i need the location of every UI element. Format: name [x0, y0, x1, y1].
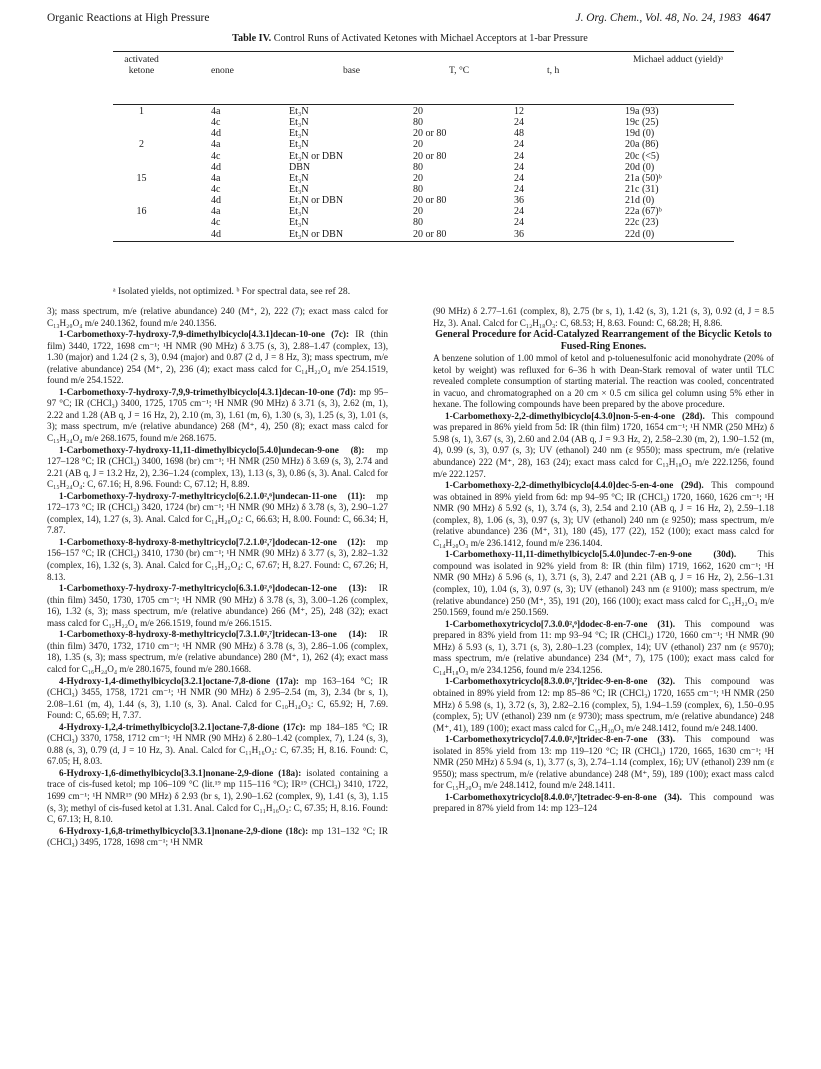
cell-adduct: 19c (25) [625, 117, 659, 129]
cell-temperature: 80 [413, 161, 423, 173]
compound-name: 1-Carbomethoxy-2,2-dimethylbicyclo[4.3.0]non-5-en-4-one (28d). [445, 410, 705, 421]
table-top-rule [113, 51, 734, 52]
running-head-title: Organic Reactions at High Pressure [47, 12, 210, 24]
compound-name: 6-Hydroxy-1,6-dimethylbicyclo[3.3.1]nonane-2,9-dione (18a): [59, 767, 302, 778]
compound-entry [47, 722, 388, 768]
cell-adduct: 21a (50)ᵇ [625, 172, 662, 184]
cell-adduct: 22d (0) [625, 228, 655, 240]
compound-data: mp 156–157 °C; IR (CHCl₃) 3410, 1730 (br) cm⁻¹; ¹H NMR (90 MHz) δ 3.77 (s, 3), 2.82–1.32 (complex, 16), 1.32 (s, 3). Anal. Calcd for C₁₅H₂₂O₄: C, 67.67; H, 8.27. Found: C, 67.26; H, 8.13. [47, 536, 388, 582]
cell-adduct: 20a (86) [625, 139, 659, 151]
right-column [433, 306, 774, 815]
header-ketone: activated ketone [124, 54, 159, 76]
compound-entry [433, 676, 774, 734]
compound-name: 1-Carbomethoxy-11,11-dimethylbicyclo[5.4.0]undec-7-en-9-one (30d). [445, 549, 737, 560]
cell-time: 24 [514, 172, 524, 184]
cell-adduct: 19d (0) [625, 128, 655, 140]
table-row [113, 217, 734, 228]
compound-name: 1-Carbomethoxy-7-hydroxy-7,9,9-trimethylbicyclo[4.3.1]decan-10-one (7d): [59, 386, 357, 397]
compound-entry [433, 792, 774, 815]
cell-time: 24 [514, 150, 524, 162]
cell-enone: 4c [211, 150, 221, 162]
table-footnote: ᵃ Isolated yields, not optimized. ᵇ For spectral data, see ref 28. [113, 286, 351, 297]
cell-temperature: 20 [413, 172, 423, 184]
table-body [113, 106, 734, 240]
cell-time: 12 [514, 106, 524, 117]
compound-entry [433, 411, 774, 480]
compound-data: This compound was prepared in 86% yield from 5d: IR (thin film) 1720, 1654 cm⁻¹; ¹H NMR (250 MHz) δ 5.98 (s, 1), 3.67 (s, 3), 2.60 and 2.04 (AB q, J = 9.3 Hz, 2), 2.58–2.30 (m, 2), 1.90–1.52 (m, 4), 0.99 (s, 3), 0.97 (s, 3); UV (ethanol) 240 nm (ε 9550); mass spectrum, m/e (relative abundance) 222 (M⁺, 28), 163 (24); exact mass calcd for C₁₃H₁₈O₃ m/e 222.1256, found m/e 222.1257. [433, 410, 774, 479]
cell-enone: 4d [211, 161, 221, 173]
cell-ketone: 2 [139, 139, 144, 151]
cell-enone: 4a [211, 139, 221, 151]
compound-entry [47, 629, 388, 675]
cell-base: Et₃N [289, 183, 309, 195]
compound-data: mp 127–128 °C; IR (CHCl₃) 3400, 1698 (br) cm⁻¹; ¹H NMR (250 MHz) δ 3.69 (s, 3), 2.74 and 2.21 (AB q, J = 13.2 Hz, 2), 2.36–1.24 (complex, 13), 1.13 (s, 3), 0.86 (s, 3). Anal. Calcd for C₁₅H₂₄O₄: C, 67.16; H, 8.96. Found: C, 67.12; H, 8.89. [47, 444, 388, 490]
cell-temperature: 80 [413, 217, 423, 229]
cell-base: Et₃N or DBN [289, 228, 344, 240]
compound-entry [47, 676, 388, 722]
table-row [113, 229, 734, 240]
cell-enone: 4a [211, 206, 221, 218]
procedure-paragraph: A benzene solution of 1.00 mmol of ketol and p-toluenesulfonic acid monohydrate (20% of ketol by weight) was refluxed for 6–36 h with Dean-Stark removal of water until TLC revealed complete consumption of starting material. The reaction was cooled, concentrated in vacuo, and chromatographed on a 20 cm × 0.5 cm silica gel column using 5% ether in hexane. The following compounds have been prepared by the above procedure. [433, 353, 774, 410]
table-caption [47, 33, 773, 44]
cell-time: 24 [514, 183, 524, 195]
continued-paragraph: (90 MHz) δ 2.77–1.61 (complex, 8), 2.75 (br s, 1), 1.42 (s, 3), 1.21 (s, 3), 0.92 (d, J = 8.5 Hz, 3). Anal. Calcd for C₁₂H₁₈O₃: C, 68.53; H, 8.63. Found: C, 68.28; H, 8.86. [433, 306, 774, 328]
header-enone: enone [211, 65, 234, 76]
cell-temperature: 20 or 80 [413, 150, 447, 162]
cell-base: Et₃N or DBN [289, 150, 344, 162]
continued-paragraph: 3); mass spectrum, m/e (relative abundance) 240 (M⁺, 2), 222 (7); exact mass calcd for C₁₃H₂₀O₄ m/e 240.1362, found m/e 240.1356. [47, 306, 388, 328]
journal-citation: J. Org. Chem., Vol. 48, No. 24, 1983 [575, 12, 742, 24]
compound-name: 6-Hydroxy-1,6,8-trimethylbicyclo[3.3.1]nonane-2,9-dione (18c): [59, 825, 309, 836]
table-row [113, 206, 734, 217]
compound-entry [433, 549, 774, 618]
cell-temperature: 20 or 80 [413, 128, 447, 140]
cell-time: 48 [514, 128, 524, 140]
compound-data: This compound was prepared in 83% yield from 11: mp 93–94 °C; IR (CHCl₃) 1720, 1660 cm⁻¹; ¹H NMR (90 MHz) δ 5.93 (s, 1), 3.71 (s, 3), 2.80–1.23 (complex, 14); UV (ethanol) 237 nm (ε 9570); mass spectrum, m/e (relative abundance) 234 (M⁺, 7), 175 (100); exact mass calcd for C₁₄H₁₈O₃ m/e 234.1256, found m/e 234.1256. [433, 618, 775, 675]
compound-name: 1-Carbomethoxytricyclo[7.4.0.0²,⁶]tridec-8-en-7-one (33). [445, 734, 675, 745]
cell-base: Et₃N [289, 106, 309, 117]
compound-data: IR (thin film) 3470, 1732, 1710 cm⁻¹; ¹H NMR (90 MHz) δ 3.78 (s, 3), 2.86–1.06 (complex, 18), 1.35 (s, 3); mass spectrum, m/e (relative abundance) 280 (M⁺, 1), 262 (4); exact mass calcd for C₁₆H₂₄O₄ m/e 280.1675, found m/e 280.1668. [47, 629, 388, 674]
compound-data: This compound was obtained in 89% yield from 6d: mp 94–95 °C; IR (CHCl₃) 1720, 1660, 1626 cm⁻¹; ¹H NMR (90 MHz) δ 5.92 (s, 1), 3.74 (s, 3), 2.54 and 2.10 (AB q, J = 16 Hz, 2), 2.59–1.18 (complex, 8), 1.06 (s, 3), 0.97 (s, 3); UV (ethanol) 240 nm (ε 9250); mass spectrum, m/e (relative abundance) 236 (M⁺, 31), 180 (45), 177 (22), 152 (100); exact mass calcd for C₁₄H₂₀O₃ m/e 236.1412, found m/e 236.1404. [433, 480, 774, 548]
compound-entry [47, 826, 388, 849]
cell-enone: 4c [211, 217, 221, 229]
compound-entry [47, 583, 388, 629]
cell-temperature: 20 [413, 106, 423, 117]
cell-temperature: 80 [413, 183, 423, 195]
compound-entry [47, 387, 388, 445]
compound-name: 1-Carbomethoxytricyclo[7.3.0.0²,⁶]dodec-8-en-7-one (31). [445, 618, 676, 629]
compound-entry [47, 491, 388, 537]
table-header-rule [113, 104, 734, 105]
compound-data: This compound was prepared in 87% yield from 14: mp 123–124 [433, 791, 774, 814]
cell-adduct: 20d (0) [625, 161, 655, 173]
cell-base: Et₃N or DBN [289, 195, 344, 207]
cell-base: Et₃N [289, 206, 309, 218]
cell-enone: 4d [211, 195, 221, 207]
table-row [113, 184, 734, 195]
compound-data: This compound was obtained in 89% yield from 12: mp 85–86 °C; IR (CHCl₃) 1720, 1655 cm⁻¹; ¹H NMR (250 MHz) δ 5.98 (s, 1), 3.72 (s, 3), 2.82–2.16 (complex, 5), 1.94–1.59 (complex, 6), 1.50–0.95 (complex, 5); UV (ethanol) 239 nm (ε 9730); mass spectrum, m/e (relative abundance) 248 (M⁺, 41), 189 (100); exact mass calcd for C₁₅H₂₀O₃ m/e 248.1412, found m/e 248.1400. [433, 676, 774, 733]
compound-data: isolated containing a trace of cis-fused ketol; mp 106–109 °C (lit.¹⁹ mp 115–116 °C); IR¹⁹ (CHCl₃) 3410, 1722, 1699 cm⁻¹; ¹H NMR¹⁹ (90 MHz) δ 2.93 (br s, 1), 2.90–1.62 (complex, 9), 1.41 (s, 3), 1.15 (s, 3); methyl of cis-fused ketol at 1.31. Anal. Calcd for C₁₁H₁₆O₃: C, 67.35; H, 8.16. Found: C, 67.13; H, 8.10. [47, 767, 388, 825]
cell-adduct: 20c (<5) [625, 150, 660, 162]
compound-entry [433, 480, 774, 549]
cell-enone: 4a [211, 172, 221, 184]
table-row [113, 173, 734, 184]
table-label: Table IV. [232, 33, 272, 44]
compound-data: mp 163–164 °C; IR (CHCl₃) 3455, 1758, 1721 cm⁻¹; ¹H NMR (90 MHz) δ 2.95–2.54 (m, 3), 2.34 (br s, 1), 2.08–1.61 (m, 4), 1.44 (s, 3), 1.10 (s, 3). Anal. Calcd for C₁₀H₁₄O₃: C, 65.92; H, 7.69. Found: C, 65.69; H, 7.37. [47, 675, 388, 721]
cell-temperature: 20 or 80 [413, 195, 447, 207]
compound-name: 1-Carbomethoxy-7-hydroxy-7-methyltricyclo[6.3.1.0²,⁶]dodecan-12-one (13): [59, 583, 368, 594]
cell-temperature: 20 or 80 [413, 228, 447, 240]
cell-base: Et₃N [289, 172, 309, 184]
cell-base: Et₃N [289, 117, 309, 129]
table-row [113, 117, 734, 128]
compound-name: 1-Carbomethoxy-2,2-dimethylbicyclo[4.4.0]dec-5-en-4-one (29d). [445, 480, 704, 491]
compound-entry [47, 768, 388, 826]
table-row [113, 139, 734, 150]
cell-adduct: 21d (0) [625, 195, 655, 207]
cell-time: 24 [514, 117, 524, 129]
cell-base: Et₃N [289, 139, 309, 151]
cell-temperature: 20 [413, 206, 423, 218]
compound-name: 1-Carbomethoxytricyclo[8.4.0.0²,⁷]tetradec-9-en-8-one (34). [445, 791, 682, 802]
compound-data: mp 95–97 °C; IR (CHCl₃) 3400, 1725, 1705 cm⁻¹; ¹H NMR (90 MHz) δ 3.71 (s, 3), 2.62 (m, 1), 2.22 and 1.28 (AB q, J = 16 Hz, 2), 2.10 (m, 3), 1.61 (m, 6), 1.30 (s, 3), 1.25 (s, 3), 1.01 (s, 3); mass spectrum, m/e (relative abundance) 268 (M⁺, 4), 250 (8); exact mass calcd for C₁₅H₂₄O₄ m/e 268.1675, found m/e 268.1675. [47, 386, 388, 444]
page-number: 4647 [748, 12, 771, 24]
cell-time: 24 [514, 206, 524, 218]
cell-adduct: 22c (23) [625, 217, 659, 229]
compound-name: 1-Carbomethoxy-7-hydroxy-11,11-dimethylbicyclo[5.4.0]undecan-9-one (8): [59, 444, 365, 455]
running-head [47, 12, 771, 28]
table-row [113, 162, 734, 173]
cell-enone: 4d [211, 228, 221, 240]
cell-adduct: 19a (93) [625, 106, 659, 117]
table-row [113, 106, 734, 117]
compound-data: This compound was isolated in 85% yield from 13: mp 119–120 °C; IR (CHCl₃) 1720, 1665, 1630 cm⁻¹; ¹H NMR (250 MHz) δ 5.94 (s, 1), 3.77 (s, 3), 2.74–1.14 (complex, 16); UV (ethanol) 239 nm (ε 9550); mass spectrum, m/e (relative abundance) 248 (M⁺, 59), 189 (100); exact mass calcd for C₁₅H₂₀O₃ m/e 248.1412, found m/e 248.1411. [433, 734, 774, 791]
cell-time: 24 [514, 139, 524, 151]
header-temperature: T, °C [449, 65, 470, 76]
table-title: Control Runs of Activated Ketones with Michael Acceptors at 1-bar Pressure [273, 33, 588, 44]
header-base: base [343, 65, 361, 76]
compound-name: 4-Hydroxy-1,2,4-trimethylbicyclo[3.2.1]octane-7,8-dione (17c): [59, 721, 306, 732]
compound-data: IR (thin film) 3450, 1730, 1705 cm⁻¹; ¹H NMR (90 MHz) δ 3.78 (s, 3), 3.00–1.26 (complex, 16), 1.32 (s, 3); mass spectrum, m/e (relative abundance) 266 (M⁺, 25), 248 (32); exact mass calcd for C₁₅H₂₂O₄ m/e 266.1519, found m/e 266.1515. [47, 583, 388, 628]
cell-enone: 4c [211, 117, 221, 129]
cell-adduct: 22a (67)ᵇ [625, 206, 662, 218]
cell-time: 24 [514, 161, 524, 173]
compound-name: 1-Carbomethoxy-8-hydroxy-8-methyltricyclo[7.3.1.0²,⁷]tridecan-13-one (14): [59, 629, 368, 640]
compound-data: mp 184–185 °C; IR (CHCl₃) 3370, 1758, 1712 cm⁻¹; ¹H NMR (90 MHz) δ 2.80–1.42 (complex, 7), 1.24 (s, 3), 0.88 (s, 3), 0.79 (d, J = 10 Hz, 3). Anal. Calcd for C₁₁H₁₆O₃: C, 67.35; H, 8.16. Found: C, 67.05; H, 8.03. [47, 721, 388, 767]
cell-enone: 4c [211, 183, 221, 195]
table-row [113, 195, 734, 206]
header-adduct: Michael adduct (yield)ᵃ [633, 54, 723, 65]
cell-temperature: 80 [413, 117, 423, 129]
compound-entry [47, 329, 388, 387]
header-time: t, h [547, 65, 560, 76]
section-heading: General Procedure for Acid-Catalyzed Rearrangement of the Bicyclic Ketols to Fused-Ring Enones. [435, 329, 772, 353]
cell-time: 36 [514, 228, 524, 240]
cell-time: 36 [514, 195, 524, 207]
compound-data: This compound was isolated in 92% yield from 8: IR (thin film) 1719, 1662, 1620 cm⁻¹; ¹H NMR (90 MHz) δ 5.96 (s, 1), 3.71 (s, 3), 2.47 and 2.21 (AB q, J = 16 Hz, 2), 2.56–1.31 (complex, 10), 1.04 (s, 3), 0.97 (s, 3); UV (ethanol) 243 nm (ε 9100); mass spectrum, m/e (relative abundance) 250 (M⁺, 35), 191 (20), 166 (100); exact mass calcd for C₁₅H₂₂O₃ m/e 250.1569, found m/e 250.1569. [433, 549, 774, 618]
cell-ketone: 15 [136, 172, 147, 184]
compound-entry [47, 445, 388, 491]
cell-adduct: 21c (31) [625, 183, 659, 195]
compound-name: 1-Carbomethoxy-7-hydroxy-7-methyltricyclo[6.2.1.0²,⁶]undecan-11-one (11): [59, 490, 366, 501]
table-row [113, 151, 734, 162]
compound-data: mp 131–132 °C; IR (CHCl₃) 3495, 1728, 1698 cm⁻¹; ¹H NMR [47, 825, 388, 848]
compound-name: 4-Hydroxy-1,4-dimethylbicyclo[3.2.1]octane-7,8-dione (17a): [59, 675, 299, 686]
compound-name: 1-Carbomethoxy-8-hydroxy-8-methyltricyclo[7.2.1.0²,⁷]dodecan-12-one (12): [59, 536, 366, 547]
cell-base: Et₃N [289, 217, 309, 229]
cell-time: 24 [514, 217, 524, 229]
cell-temperature: 20 [413, 139, 423, 151]
table-header [113, 54, 734, 85]
compound-entry [433, 734, 774, 792]
compound-data: IR (thin film) 3440, 1722, 1698 cm⁻¹; ¹H NMR (90 MHz) δ 3.75 (s, 3), 2.88–1.47 (complex, 13), 1.30 (major) and 1.24 (2 s, 3), 0.94 (major) and 0.87 (2 d, J = 8 Hz, 3); mass spectrum, m/e (relative abundance) 254 (M⁺, 2), 236 (4); exact mass calcd for C₁₄H₂₂O₄ m/e 254.1519, found m/e 254.1522. [47, 329, 388, 386]
cell-enone: 4a [211, 106, 221, 117]
compound-name: 1-Carbomethoxytricyclo[8.3.0.0²,⁷]tridec-9-en-8-one (32). [445, 676, 675, 687]
compound-entry [433, 619, 774, 677]
compound-data: mp 172–173 °C; IR (CHCl₃) 3420, 1724 (br) cm⁻¹; ¹H NMR (90 MHz) δ 3.78 (s, 3), 2.90–1.27 (complex, 14), 1.27 (s, 3). Anal. Calcd for C₁₄H₂₀O₄: C, 66.63; H, 8.00. Found: C, 66.34; H, 7.87. [47, 490, 388, 536]
cell-ketone: 1 [139, 106, 144, 117]
compound-name: 1-Carbomethoxy-7-hydroxy-7,9-dimethylbicyclo[4.3.1]decan-10-one (7c): [59, 329, 350, 340]
table-row [113, 128, 734, 139]
cell-base: DBN [289, 161, 311, 173]
cell-enone: 4d [211, 128, 221, 140]
cell-base: Et₃N [289, 128, 309, 140]
compound-entry [47, 537, 388, 583]
cell-ketone: 16 [136, 206, 147, 218]
table-bottom-rule [113, 241, 734, 242]
running-head-citation [576, 12, 771, 24]
left-column [47, 306, 388, 849]
